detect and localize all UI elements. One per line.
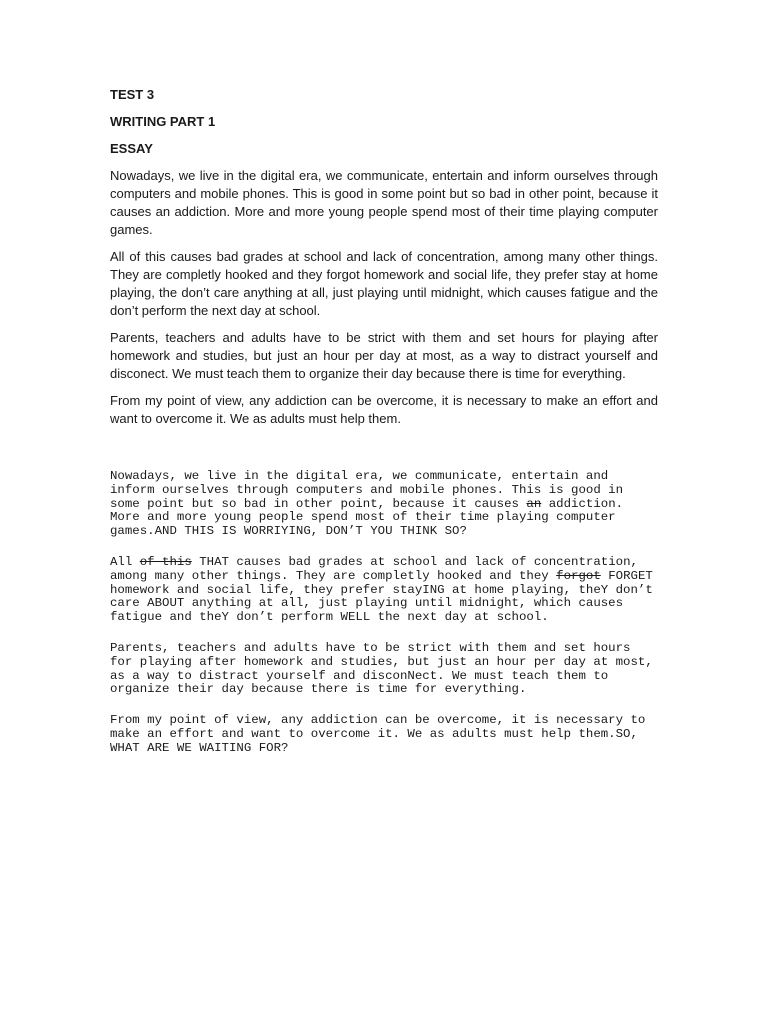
essay-paragraph: From my point of view, any addiction can be overcome, it is necessary to make an effort and want to overcome it. We as adults must help them. — [110, 393, 658, 426]
struck-word: forgot — [556, 568, 601, 583]
corrected-paragraph: From my point of view, any addiction can be overcome, it is necessary to make an effort and want to overcome it. We as adults must help them.SO, WHAT ARE WE WAITING FOR? — [110, 713, 646, 755]
corrected-paragraph — [110, 470, 658, 539]
essay-paragraph: All of this causes bad grades at school and lack of concentration, among many other things. They are completly hooked and they forgot homework and social life, they prefer stay at home playing, the don’t care anything at all, just playing until midnight, which causes fatigue and the don’t perform the next day at school. — [110, 249, 658, 318]
corrected-paragraph — [110, 556, 658, 625]
corrected-text: Nowadays, we live in the digital era, we communicate, entertain and inform ourselves through computers and mobile phones. This is good in some point but so bad in other point, because it causes — [110, 469, 624, 511]
corrected-paragraph: Parents, teachers and adults have to be strict with them and set hours for playing after homework and studies, but just an hour per day at most, as a way to distract yourself and disconNect. We must teach them to organize their day because there is time for everything. — [110, 640, 653, 697]
writing-part-heading: WRITING PART 1 — [110, 114, 216, 129]
struck-word: of this — [139, 554, 192, 569]
corrected-essay — [110, 470, 658, 756]
corrected-text: THAT causes bad grades at school and lack of concentration, among many other things. They are completly hooked and they — [110, 554, 638, 583]
document-page — [110, 86, 658, 773]
corrected-text: All — [110, 554, 140, 569]
essay-heading: ESSAY — [110, 141, 153, 156]
test-heading: TEST 3 — [110, 87, 155, 102]
essay-paragraph: Parents, teachers and adults have to be strict with them and set hours for playing after homework and studies, but just an hour per day at most, as a way to distract yourself and disconect. We must teach them to organize their day because there is time for everything. — [110, 330, 658, 381]
corrected-text: FORGET homework and social life, they prefer stayING at home playing, theY don’t care ABOUT anything at all, just playing until midnight, which causes fatigue and theY don’t perform WELL the next day at school. — [110, 568, 653, 625]
essay-paragraph: Nowadays, we live in the digital era, we communicate, entertain and inform ourselves through computers and mobile phones. This is good in some point but so bad in other point, because it causes an addiction. More and more young people spend most of their time playing computer games. — [110, 168, 658, 237]
corrected-text: addiction. More and more young people spend most of their time playing computer games.AND THIS IS WORRIYING, DON’T YOU THINK SO? — [110, 496, 624, 539]
struck-word: an — [526, 496, 542, 511]
